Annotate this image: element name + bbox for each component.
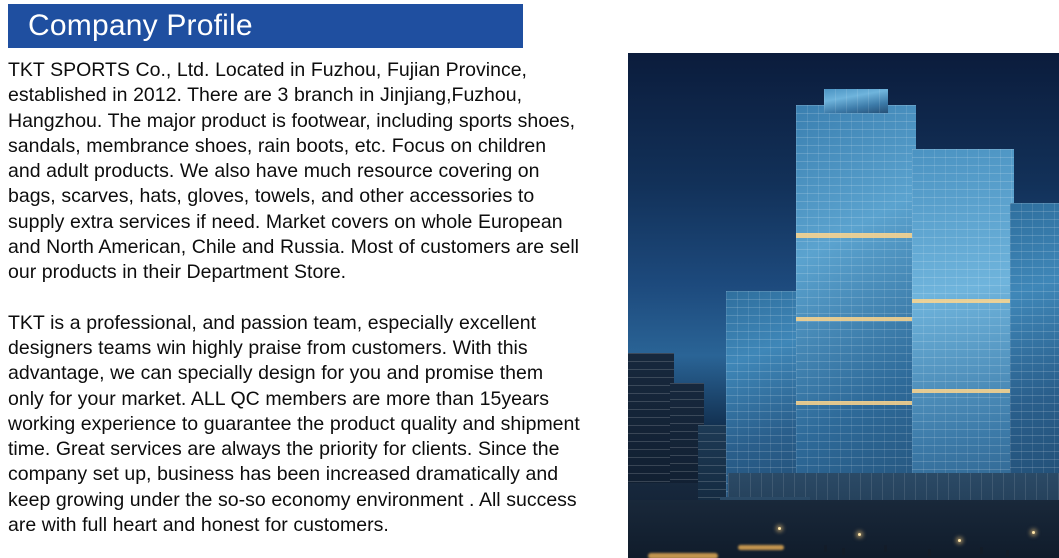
title-banner: [8, 4, 523, 48]
company-profile-text: [8, 58, 583, 538]
pedestrian: [884, 545, 887, 552]
building-illustration: [628, 53, 1059, 558]
lit-floor-band: [796, 401, 916, 405]
lit-floor-band: [796, 317, 916, 321]
street-lamp: [1032, 531, 1035, 534]
tower-crown: [824, 89, 888, 113]
lit-floor-band: [912, 389, 1014, 393]
lit-floor-band: [796, 233, 916, 238]
street-lamp: [958, 539, 961, 542]
street-light-streak: [738, 545, 784, 550]
pedestrian: [824, 545, 827, 552]
profile-paragraph-1: TKT SPORTS Co., Ltd. Located in Fuzhou, Fujian Province, established in 2012. There are 3 branch in Jinjiang,Fuzhou, Hangzhou. The major product is footwear, including sports shoes, sandals, membrance shoes, rain boots, etc. Focus on children and adult products. We also have much resource covering on bags, scarves, hats, gloves, towels, and other accessories to supply extra services if need. Market covers on whole European and North American, Chile and Russia. Most of customers are sell our products in their Department Store.: [8, 59, 579, 284]
lit-floor-band: [912, 299, 1014, 303]
pedestrian: [980, 547, 983, 554]
page-title: Company Profile: [28, 9, 253, 42]
profile-paragraph-2: TKT is a professional, and passion team, especially excellent designers teams win highly praise from customers. With this advantage, we can specially design for you and promise them only for your market. ALL QC members are more than 15years working experience to guarantee the product quality and shipment time. Great services are always the priority for clients. Since the company set up, business has been increased dramatically and keep growing under the so-so economy environment . All success are with full heart and honest for customers.: [8, 311, 580, 537]
pedestrian: [1006, 550, 1009, 557]
street-lamp: [778, 527, 781, 530]
window-mullions: [824, 89, 888, 113]
street-light-streak: [648, 553, 718, 558]
street-lamp: [858, 533, 861, 536]
pedestrian: [928, 549, 931, 556]
company-building-photo: [628, 53, 1059, 558]
pedestrian: [842, 548, 845, 555]
